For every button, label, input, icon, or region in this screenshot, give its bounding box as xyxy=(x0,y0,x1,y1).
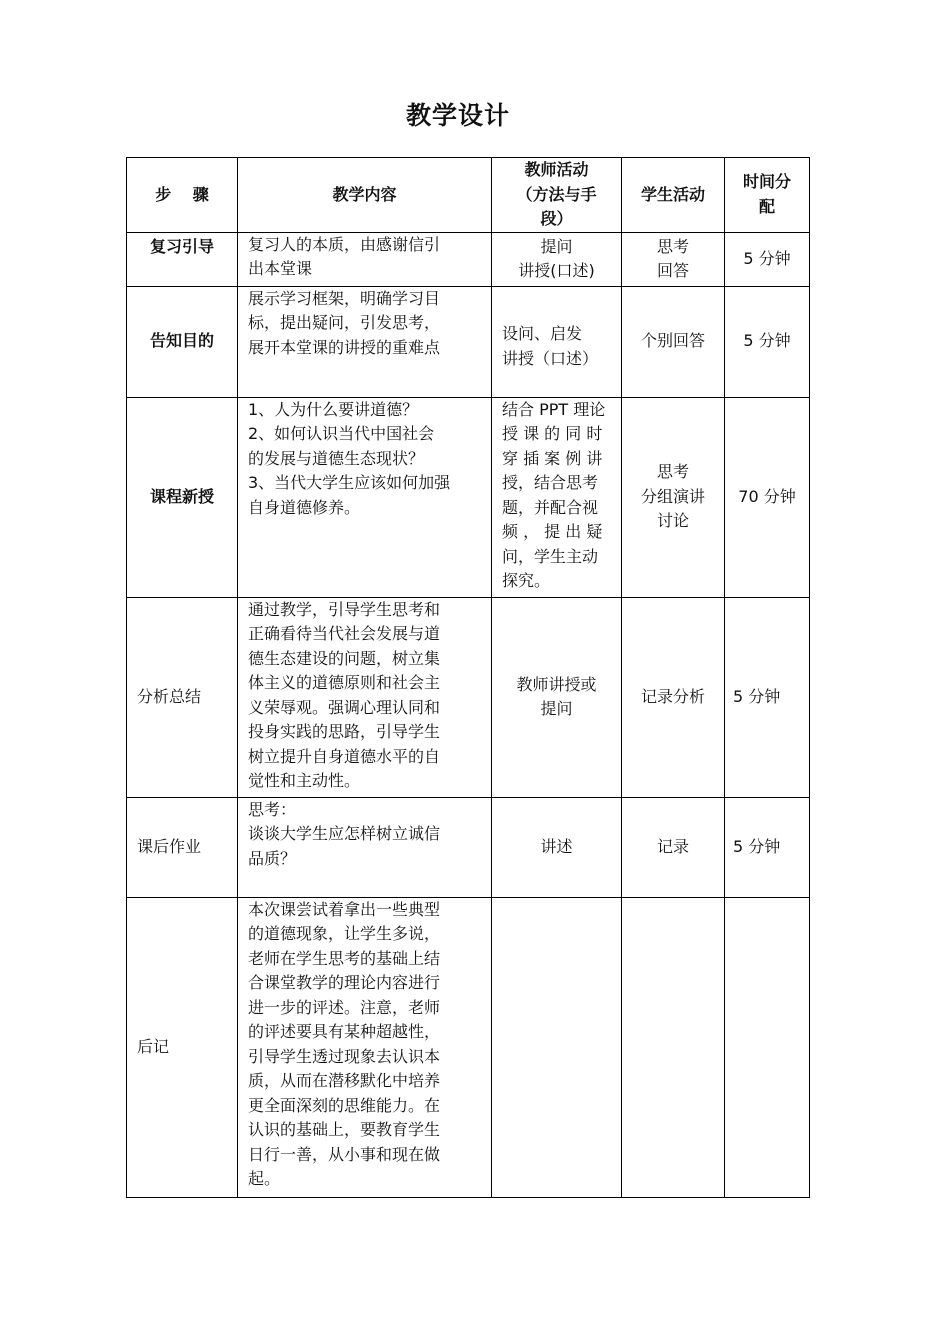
content-cell: 通过教学，引导学生思考和 正确看待当代社会发展与道 德生态建设的问题，树立集 体主义的道德原则和社会主 义荣辱观。强调心理认同和 投身实践的思路，引导学生 树立提升自身道德水平的自 觉性和主动性。 xyxy=(238,597,492,797)
teacher-activity-cell: 提问 讲授(口述) xyxy=(492,232,622,286)
table-row xyxy=(127,286,810,397)
table-header-row xyxy=(127,158,810,233)
header-time: 时间分 配 xyxy=(725,158,810,233)
content-cell: 思考： 谈谈大学生应怎样树立诚信 品质？ xyxy=(238,797,492,897)
teacher-activity-cell: 讲述 xyxy=(492,797,622,897)
header-student-activity: 学生活动 xyxy=(622,158,725,233)
teacher-activity-cell: 教师讲授或 提问 xyxy=(492,597,622,797)
time-cell: 5 分钟 xyxy=(725,597,810,797)
header-content: 教学内容 xyxy=(238,158,492,233)
time-cell xyxy=(725,897,810,1197)
student-activity-cell: 个别回答 xyxy=(622,286,725,397)
teacher-activity-cell: 结合 PPT 理论 授 课 的 同 时 穿 插 案 例 讲 授，结合思考 题，并配合视 频 ， 提 出 疑 问，学生主动 探究。 xyxy=(492,397,622,597)
time-cell: 70 分钟 xyxy=(725,397,810,597)
content-cell: 本次课尝试着拿出一些典型 的道德现象，让学生多说， 老师在学生思考的基础上结 合课堂教学的理论内容进行 进一步的评述。注意，老师 的评述要具有某种超越性， 引导学生透过现象去认识本 质，从而在潜移默化中培养 更全面深刻的思维能力。在 认识的基础上，要教育学生 日行一善，从小事和现在做 起。 xyxy=(238,897,492,1197)
teacher-activity-cell xyxy=(492,897,622,1197)
document-title: 教学设计 xyxy=(405,101,510,130)
table-row xyxy=(127,597,810,797)
table-row xyxy=(127,397,810,597)
step-cell: 告知目的 xyxy=(127,286,238,397)
time-cell: 5 分钟 xyxy=(725,797,810,897)
teacher-activity-cell: 设问、启发 讲授（口述） xyxy=(492,286,622,397)
step-cell: 分析总结 xyxy=(127,597,238,797)
table-row xyxy=(127,232,810,286)
step-cell: 后记 xyxy=(127,897,238,1197)
student-activity-cell xyxy=(622,897,725,1197)
student-activity-cell: 思考 分组演讲 讨论 xyxy=(622,397,725,597)
student-activity-cell: 记录 xyxy=(622,797,725,897)
step-cell: 复习引导 xyxy=(127,232,238,286)
step-cell: 课程新授 xyxy=(127,397,238,597)
student-activity-cell: 记录分析 xyxy=(622,597,725,797)
content-cell: 展示学习框架，明确学习目 标，提出疑问，引发思考， 展开本堂课的讲授的重难点 xyxy=(238,286,492,397)
time-cell: 5 分钟 xyxy=(725,232,810,286)
table-row xyxy=(127,797,810,897)
table-row xyxy=(127,897,810,1197)
student-activity-cell: 思考 回答 xyxy=(622,232,725,286)
header-step: 步 骤 xyxy=(127,158,238,233)
time-cell: 5 分钟 xyxy=(725,286,810,397)
lesson-plan-table xyxy=(126,157,810,1198)
content-cell: 复习人的本质，由感谢信引 出本堂课 xyxy=(238,232,492,286)
content-cell: 1、人为什么要讲道德？ 2、如何认识当代中国社会 的发展与道德生态现状？ 3、当代大学生应该如何加强 自身道德修养。 xyxy=(238,397,492,597)
header-teacher-activity: 教师活动 （方法与手 段） xyxy=(492,158,622,233)
step-cell: 课后作业 xyxy=(127,797,238,897)
